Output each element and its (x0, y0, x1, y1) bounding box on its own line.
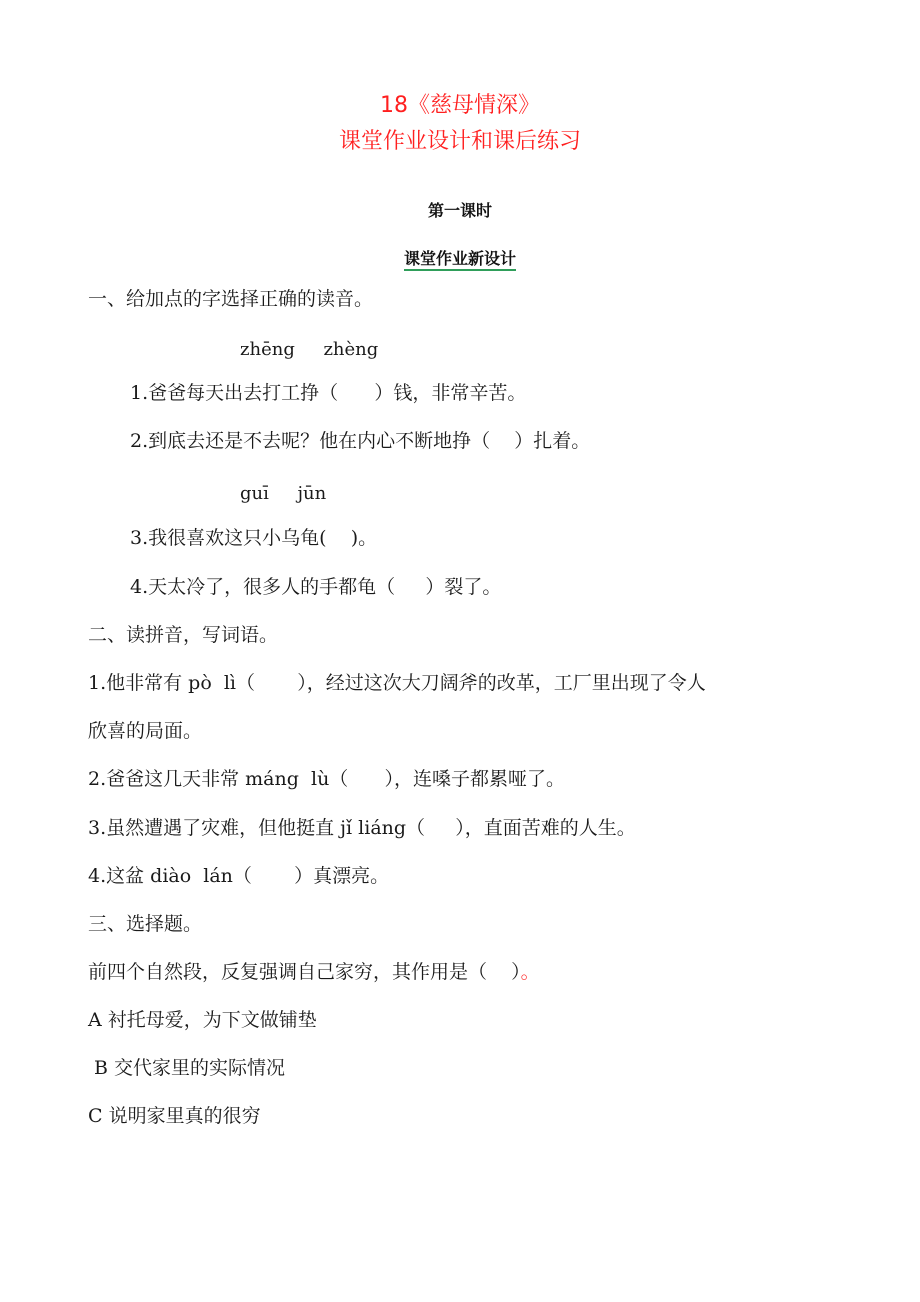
section2-heading: 二、读拼音，写词语。 (88, 624, 279, 646)
section2-question-4: 4.这盆 diào lán（ ）真漂亮。 (88, 865, 390, 887)
option-a: A 衬托母爱，为下文做铺垫 (88, 1009, 317, 1031)
section1-question-2: 2.到底去还是不去呢？他在内心不断地挣（ ）扎着。 (130, 430, 591, 452)
section2-question-1-line2: 欣喜的局面。 (88, 720, 203, 742)
option-b: B 交代家里的实际情况 (88, 1057, 286, 1079)
section-title (0, 248, 920, 270)
section2-question-2: 2.爸爸这几天非常 máng lù（ ），连嗓子都累哑了。 (88, 768, 566, 790)
section-title-text: 课堂作业新设计 (404, 249, 516, 271)
section1-heading: 一、给加点的字选择正确的读音。 (88, 288, 374, 310)
lesson-label: 第一课时 (427, 201, 492, 220)
section1-pinyin-b: guī jūn (240, 483, 327, 504)
section3-question-end: 。 (520, 961, 540, 983)
section1-question-4: 4.天太冷了，很多人的手都龟（ ）裂了。 (130, 576, 502, 598)
section2-question-1-line1: 1.他非常有 pò lì（ ），经过这次大刀阔斧的改革，工厂里出现了令人 (88, 672, 706, 694)
section1-pinyin-a: zhēng zhèng (240, 339, 379, 360)
section2-question-3: 3.虽然遭遇了灾难，但他挺直 jǐ liáng（ ），直面苦难的人生。 (88, 817, 636, 839)
worksheet-subtitle: 课堂作业设计和课后练习 (338, 129, 581, 154)
section1-question-1: 1.爸爸每天出去打工挣（ ）钱，非常辛苦。 (130, 382, 527, 404)
worksheet-title: 18《慈母情深》 (380, 93, 540, 118)
option-c: C 说明家里真的很穷 (88, 1105, 261, 1127)
section3-heading: 三、选择题。 (88, 913, 203, 935)
section1-question-3: 3.我很喜欢这只小乌龟( )。 (130, 527, 378, 549)
section3-question (88, 959, 540, 985)
section3-question-text: 前四个自然段，反复强调自己家穷，其作用是（ ） (88, 961, 521, 983)
